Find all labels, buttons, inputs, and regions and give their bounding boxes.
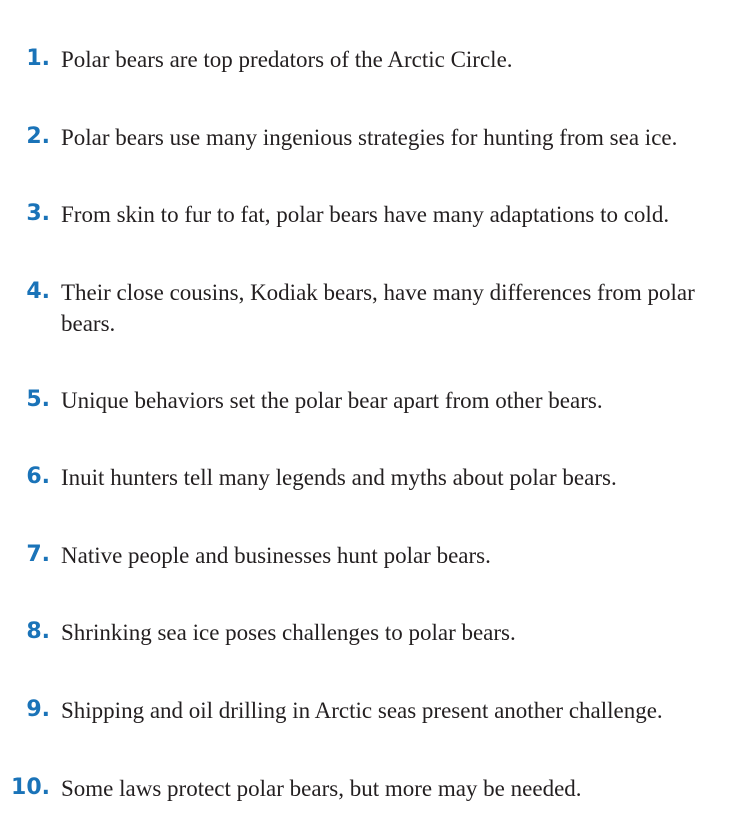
- item-text: Inuit hunters tell many legends and myths about polar bears.: [61, 465, 617, 490]
- item-text: Shipping and oil drilling in Arctic seas present another challenge.: [61, 698, 663, 723]
- item-text: Polar bears are top predators of the Arctic Circle.: [61, 47, 513, 72]
- item-number: 5.: [26, 387, 50, 412]
- item-text: Polar bears use many ingenious strategies for hunting from sea ice.: [61, 125, 678, 150]
- item-text: Their close cousins, Kodiak bears, have many differences from polar bears.: [61, 280, 695, 336]
- item-number: 3.: [26, 201, 50, 226]
- item-text: Native people and businesses hunt polar bears.: [61, 543, 491, 568]
- item-number: 10.: [11, 775, 50, 800]
- item-number: 9.: [26, 697, 50, 722]
- item-number: 4.: [26, 279, 50, 304]
- item-number: 7.: [26, 542, 50, 567]
- item-number: 8.: [26, 619, 50, 644]
- item-text: Unique behaviors set the polar bear apart from other bears.: [61, 388, 603, 413]
- item-text: From skin to fur to fat, polar bears have many adaptations to cold.: [61, 202, 670, 227]
- item-number: 1.: [26, 46, 50, 71]
- item-number: 2.: [26, 124, 50, 149]
- item-text: Shrinking sea ice poses challenges to polar bears.: [61, 620, 516, 645]
- item-number: 6.: [26, 464, 50, 489]
- item-text: Some laws protect polar bears, but more may be needed.: [61, 776, 582, 801]
